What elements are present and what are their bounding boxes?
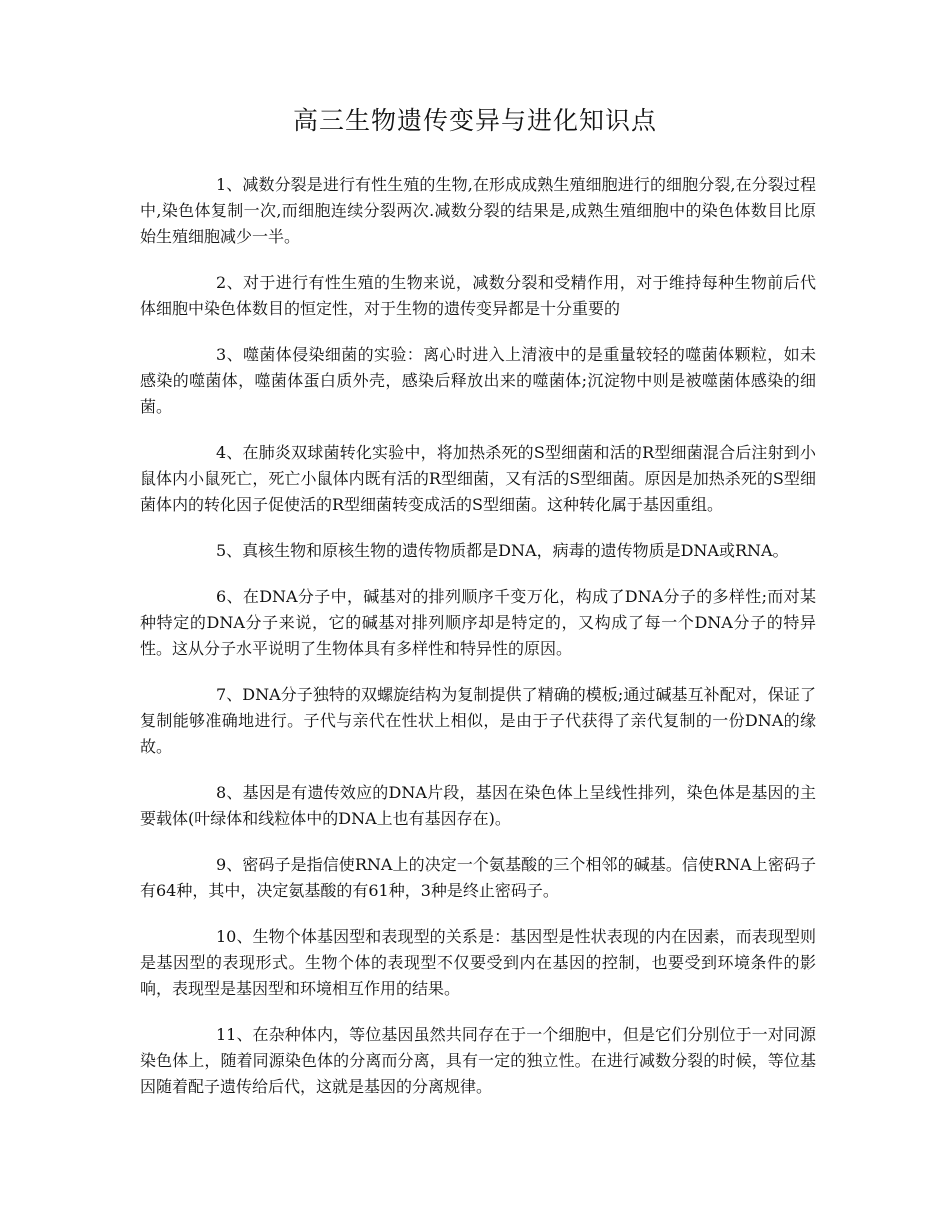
paragraph-4: 4、在肺炎双球菌转化实验中，将加热杀死的S型细菌和活的R型细菌混合后注射到小鼠体内小鼠死亡，死亡小鼠体内既有活的R型细菌，又有活的S型细菌。原因是加热杀死的S型细菌体内的转化因子促使活的R型细菌转变成活的S型细菌。这种转化属于基因重组。	[140, 443, 816, 514]
document-body	[140, 172, 816, 1120]
paragraph-3: 3、噬菌体侵染细菌的实验：离心时进入上清液中的是重量较轻的噬菌体颗粒，如未感染的噬菌体，噬菌体蛋白质外壳，感染后释放出来的噬菌体;沉淀物中则是被噬菌体感染的细菌。	[140, 345, 816, 416]
paragraph-1: 1、减数分裂是进行有性生殖的生物,在形成成熟生殖细胞进行的细胞分裂,在分裂过程中,染色体复制一次,而细胞连续分裂两次.减数分裂的结果是,成熟生殖细胞中的染色体数目比原始生殖细胞减少一半。	[140, 175, 816, 246]
paragraph-8: 8、基因是有遗传效应的DNA片段，基因在染色体上呈线性排列，染色体是基因的主要载体(叶绿体和线粒体中的DNA上也有基因存在)。	[140, 783, 816, 828]
paragraph-7: 7、DNA分子独特的双螺旋结构为复制提供了精确的模板;通过碱基互补配对，保证了复制能够准确地进行。子代与亲代在性状上相似，是由于子代获得了亲代复制的一份DNA的缘故。	[140, 685, 816, 756]
paragraph-5: 5、真核生物和原核生物的遗传物质都是DNA，病毒的遗传物质是DNA或RNA。	[216, 541, 789, 560]
document-title: 高三生物遗传变异与进化知识点	[292, 106, 657, 135]
paragraph-2: 2、对于进行有性生殖的生物来说，减数分裂和受精作用，对于维持每种生物前后代体细胞中染色体数目的恒定性，对于生物的遗传变异都是十分重要的	[140, 273, 816, 318]
paragraph-10: 10、生物个体基因型和表现型的关系是：基因型是性状表现的内在因素，而表现型则是基因型的表现形式。生物个体的表现型不仅要受到内在基因的控制，也要受到环境条件的影响，表现型是基因型和环境相互作用的结果。	[140, 927, 816, 998]
paragraph-11: 11、在杂种体内，等位基因虽然共同存在于一个细胞中，但是它们分别位于一对同源染色体上，随着同源染色体的分离而分离，具有一定的独立性。在进行减数分裂的时候，等位基因随着配子遗传给后代，这就是基因的分离规律。	[140, 1025, 816, 1096]
paragraph-6: 6、在DNA分子中，碱基对的排列顺序千变万化，构成了DNA分子的多样性;而对某种特定的DNA分子来说，它的碱基对排列顺序却是特定的，又构成了每一个DNA分子的特异性。这从分子水平说明了生物体具有多样性和特异性的原因。	[140, 587, 816, 658]
paragraph-9: 9、密码子是指信使RNA上的决定一个氨基酸的三个相邻的碱基。信使RNA上密码子有64种，其中，决定氨基酸的有61种，3种是终止密码子。	[140, 855, 816, 900]
